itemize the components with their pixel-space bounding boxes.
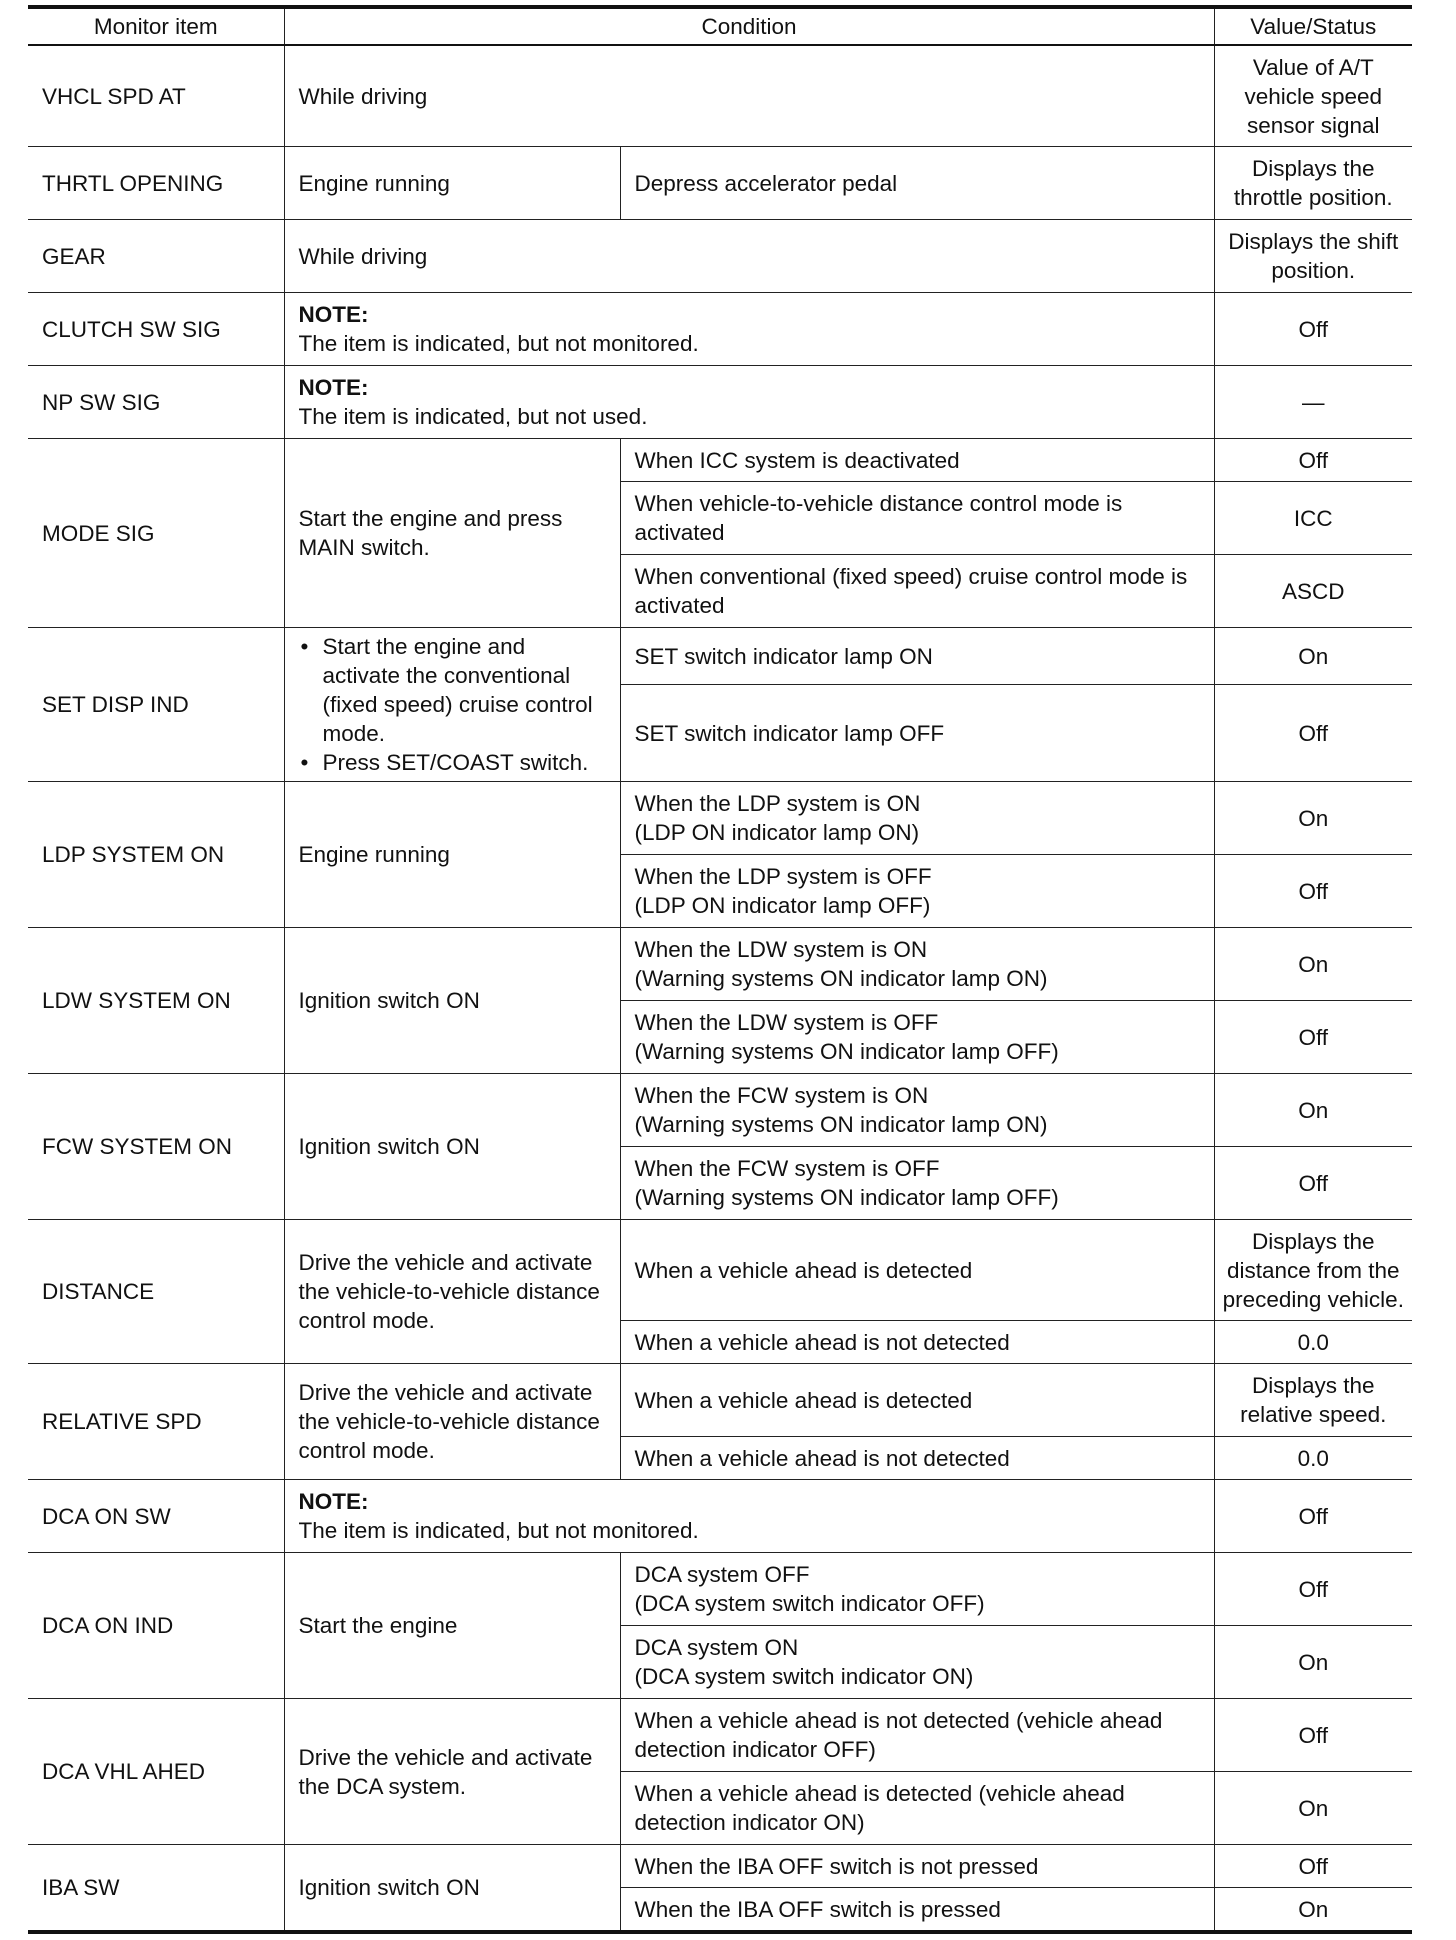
sub-condition-line: (DCA system switch indicator OFF)	[634, 1591, 985, 1616]
header-condition: Condition	[284, 7, 1214, 45]
table-row	[28, 1480, 1412, 1553]
table-row	[28, 1553, 1412, 1626]
monitor-item-cell: LDP SYSTEM ON	[28, 782, 284, 928]
condition-cell	[284, 628, 620, 782]
value-cell: Off	[1214, 1553, 1412, 1626]
sub-condition-line: DCA system ON	[634, 1635, 799, 1660]
sub-condition-cell: When a vehicle ahead is not detected	[620, 1321, 1214, 1364]
sub-condition-cell: When the IBA OFF switch is pressed	[620, 1888, 1214, 1933]
table-row	[28, 293, 1412, 366]
sub-condition-cell: When conventional (fixed speed) cruise control mode is activated	[620, 555, 1214, 628]
table-row	[28, 147, 1412, 220]
condition-cell: Ignition switch ON	[284, 1074, 620, 1220]
bullet-item: • Start the engine and activate the conventional (fixed speed) cruise control mode.	[299, 632, 606, 748]
note-label: NOTE:	[298, 302, 369, 327]
monitor-item-cell: FCW SYSTEM ON	[28, 1074, 284, 1220]
condition-cell: While driving	[284, 220, 1214, 293]
monitor-item-cell: DCA ON IND	[28, 1553, 284, 1699]
value-cell: On	[1214, 1626, 1412, 1699]
bullet-item: • Press SET/COAST switch.	[299, 748, 606, 777]
note-label: NOTE:	[298, 375, 369, 400]
table-row	[28, 1220, 1412, 1321]
header-row	[28, 7, 1412, 45]
note-label: NOTE:	[298, 1489, 369, 1514]
sub-condition-line: When the FCW system is OFF	[634, 1156, 940, 1181]
sub-condition-line: When the LDP system is OFF	[634, 864, 932, 889]
note-text: The item is indicated, but not monitored.	[298, 1518, 699, 1543]
sub-condition-cell	[620, 855, 1214, 928]
value-cell: Off	[1214, 855, 1412, 928]
monitor-item-cell: NP SW SIG	[28, 366, 284, 439]
note-cell	[284, 1480, 1214, 1553]
value-cell: ICC	[1214, 482, 1412, 555]
table-row	[28, 45, 1412, 147]
value-cell: —	[1214, 366, 1412, 439]
note-text: The item is indicated, but not monitored.	[298, 331, 699, 356]
sub-condition-cell: SET switch indicator lamp OFF	[620, 685, 1214, 782]
value-cell: Off	[1214, 1480, 1412, 1553]
value-cell: Off	[1214, 1001, 1412, 1074]
monitor-item-cell: MODE SIG	[28, 439, 284, 628]
sub-condition-line: When the LDW system is OFF	[634, 1010, 939, 1035]
sub-condition-cell: When a vehicle ahead is not detected (vehicle ahead detection indicator OFF)	[620, 1699, 1214, 1772]
monitor-item-cell: DCA ON SW	[28, 1480, 284, 1553]
monitor-item-cell: DISTANCE	[28, 1220, 284, 1364]
sub-condition-cell	[620, 1553, 1214, 1626]
value-cell: Off	[1214, 1845, 1412, 1888]
value-cell: Displays the relative speed.	[1214, 1364, 1412, 1437]
value-cell: ASCD	[1214, 555, 1412, 628]
sub-condition-cell	[620, 928, 1214, 1001]
monitor-item-cell: THRTL OPENING	[28, 147, 284, 220]
condition-cell: Engine running	[284, 147, 620, 220]
value-cell: Displays the distance from the preceding vehicle.	[1214, 1220, 1412, 1321]
table-row	[28, 1699, 1412, 1772]
sub-condition-line: (Warning systems ON indicator lamp OFF)	[634, 1039, 1059, 1064]
sub-condition-cell	[620, 1147, 1214, 1220]
sub-condition-line: When the FCW system is ON	[634, 1083, 929, 1108]
condition-cell: Engine running	[284, 782, 620, 928]
condition-cell: While driving	[284, 45, 1214, 147]
table-row	[28, 1074, 1412, 1147]
condition-cell: Start the engine	[284, 1553, 620, 1699]
table-row	[28, 1845, 1412, 1888]
table-row	[28, 1364, 1412, 1437]
value-cell: On	[1214, 1074, 1412, 1147]
sub-condition-cell: When a vehicle ahead is detected	[620, 1364, 1214, 1437]
note-text: The item is indicated, but not used.	[298, 404, 648, 429]
sub-condition-cell: SET switch indicator lamp ON	[620, 628, 1214, 685]
condition-cell: Drive the vehicle and activate the vehicle-to-vehicle distance control mode.	[284, 1220, 620, 1364]
value-cell: On	[1214, 782, 1412, 855]
value-cell: Off	[1214, 1699, 1412, 1772]
monitor-item-cell: DCA VHL AHED	[28, 1699, 284, 1845]
condition-cell: Start the engine and press MAIN switch.	[284, 439, 620, 628]
sub-condition-line: (LDP ON indicator lamp OFF)	[634, 893, 931, 918]
condition-cell: Drive the vehicle and activate the vehicle-to-vehicle distance control mode.	[284, 1364, 620, 1480]
condition-cell: Ignition switch ON	[284, 1845, 620, 1933]
header-value-status: Value/Status	[1214, 7, 1412, 45]
sub-condition-line: DCA system OFF	[634, 1562, 810, 1587]
sub-condition-line: (DCA system switch indicator ON)	[634, 1664, 974, 1689]
value-cell: On	[1214, 628, 1412, 685]
monitor-item-table	[28, 5, 1412, 1934]
sub-condition-cell: When a vehicle ahead is detected	[620, 1220, 1214, 1321]
sub-condition-cell	[620, 1074, 1214, 1147]
monitor-item-cell: SET DISP IND	[28, 628, 284, 782]
sub-condition-cell: When a vehicle ahead is not detected	[620, 1437, 1214, 1480]
table-row	[28, 439, 1412, 482]
note-cell	[284, 366, 1214, 439]
sub-condition-cell: When vehicle-to-vehicle distance control mode is activated	[620, 482, 1214, 555]
table-row	[28, 220, 1412, 293]
sub-condition-cell	[620, 782, 1214, 855]
sub-condition-cell: Depress accelerator pedal	[620, 147, 1214, 220]
sub-condition-cell: When the IBA OFF switch is not pressed	[620, 1845, 1214, 1888]
value-cell: On	[1214, 1772, 1412, 1845]
table-row	[28, 928, 1412, 1001]
monitor-item-cell: LDW SYSTEM ON	[28, 928, 284, 1074]
value-cell: Displays the throttle position.	[1214, 147, 1412, 220]
sub-condition-line: (LDP ON indicator lamp ON)	[634, 820, 920, 845]
monitor-item-cell: RELATIVE SPD	[28, 1364, 284, 1480]
monitor-item-cell: CLUTCH SW SIG	[28, 293, 284, 366]
note-cell	[284, 293, 1214, 366]
value-cell: On	[1214, 928, 1412, 1001]
table-row	[28, 782, 1412, 855]
sub-condition-line: (Warning systems ON indicator lamp ON)	[634, 966, 1048, 991]
value-cell: Off	[1214, 1147, 1412, 1220]
sub-condition-cell	[620, 1626, 1214, 1699]
table-row	[28, 628, 1412, 685]
value-cell: Off	[1214, 685, 1412, 782]
sub-condition-cell	[620, 1001, 1214, 1074]
monitor-item-cell: GEAR	[28, 220, 284, 293]
monitor-item-cell: IBA SW	[28, 1845, 284, 1933]
condition-bullet-list	[299, 632, 606, 777]
sub-condition-cell: When ICC system is deactivated	[620, 439, 1214, 482]
sub-condition-cell: When a vehicle ahead is detected (vehicle ahead detection indicator ON)	[620, 1772, 1214, 1845]
monitor-item-cell: VHCL SPD AT	[28, 45, 284, 147]
sub-condition-line: (Warning systems ON indicator lamp OFF)	[634, 1185, 1059, 1210]
value-cell: Displays the shift position.	[1214, 220, 1412, 293]
header-monitor-item: Monitor item	[28, 7, 284, 45]
value-cell: On	[1214, 1888, 1412, 1933]
value-cell: Value of A/T vehicle speed sensor signal	[1214, 45, 1412, 147]
value-cell: Off	[1214, 439, 1412, 482]
condition-cell: Drive the vehicle and activate the DCA system.	[284, 1699, 620, 1845]
sub-condition-line: When the LDP system is ON	[634, 791, 921, 816]
value-cell: Off	[1214, 293, 1412, 366]
sub-condition-line: When the LDW system is ON	[634, 937, 928, 962]
condition-cell: Ignition switch ON	[284, 928, 620, 1074]
value-cell: 0.0	[1214, 1437, 1412, 1480]
value-cell: 0.0	[1214, 1321, 1412, 1364]
table-row	[28, 366, 1412, 439]
sub-condition-line: (Warning systems ON indicator lamp ON)	[634, 1112, 1048, 1137]
